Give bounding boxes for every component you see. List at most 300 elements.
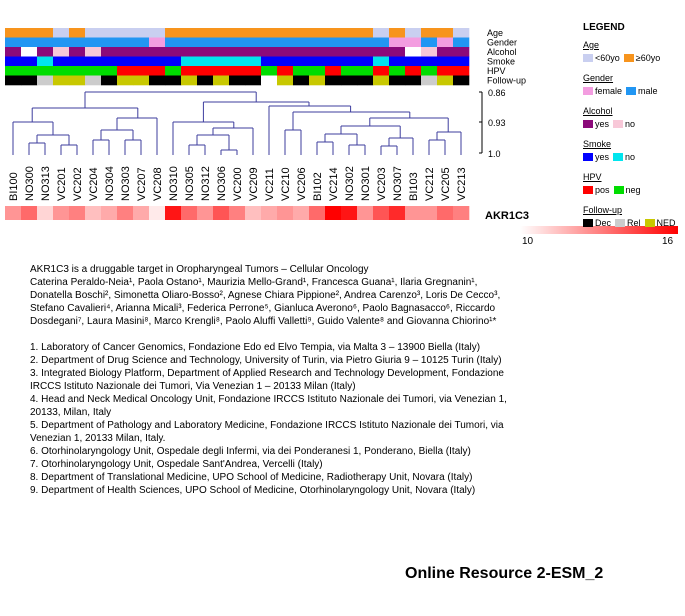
- affiliation: 3. Integrated Biology Platform, Department of Applied Research and Technology Development, Fondazione IRCCS Istituto Nazionale dei Tumori, Via Venezian 1 – 20133 Milan (Italy): [30, 368, 504, 392]
- legend-swatch: [583, 54, 593, 62]
- track-cell: [245, 38, 261, 48]
- track-cell: [389, 57, 405, 67]
- sample-label: NO303: [120, 166, 132, 201]
- track-cell: [357, 28, 373, 38]
- legend-item-label: Dec: [595, 217, 612, 228]
- track-cell: [309, 76, 325, 86]
- track-cell: [277, 47, 293, 57]
- track-cell: [453, 38, 469, 48]
- legend-group: [583, 73, 662, 96]
- track-cell: [85, 66, 101, 76]
- track-cell: [293, 47, 309, 57]
- expression-cell: [405, 206, 421, 220]
- sample-label: VC208: [152, 167, 164, 201]
- track-cell: [341, 38, 357, 48]
- sample-label: VC200: [232, 167, 244, 201]
- track-cell: [165, 47, 181, 57]
- track-cell: [21, 76, 37, 86]
- legend-swatch: [613, 153, 623, 161]
- scale-min-label: 10: [522, 236, 534, 247]
- legend-item-label: yes: [595, 151, 610, 162]
- sample-label: VC202: [72, 167, 84, 201]
- track-cell: [197, 38, 213, 48]
- track-cell: [309, 28, 325, 38]
- track-cell: [117, 66, 133, 76]
- expression-row: [5, 206, 469, 220]
- sample-label: NO307: [392, 166, 404, 201]
- legend-swatch: [624, 54, 634, 62]
- expression-cell: [341, 206, 357, 220]
- track-cell: [325, 57, 341, 67]
- affiliation: 1. Laboratory of Cancer Genomics, Fondazione Edo ed Elvo Tempia, via Malta 3 – 13900 Biella (Italy): [30, 342, 481, 353]
- track-cell: [37, 28, 53, 38]
- track-cell: [245, 66, 261, 76]
- legend-group-title: Gender: [583, 73, 614, 83]
- track-cell: [197, 57, 213, 67]
- expression-cell: [37, 206, 53, 220]
- track-cell: [245, 57, 261, 67]
- track-label: HPV: [487, 66, 506, 76]
- legend-swatch: [615, 219, 625, 227]
- legend-swatch: [613, 120, 623, 128]
- track-cell: [341, 47, 357, 57]
- track-cell: [37, 76, 53, 86]
- expression-cell: [53, 206, 69, 220]
- track-label: Age: [487, 28, 504, 38]
- legend-item-label: Rel: [627, 217, 641, 228]
- legend-item-label: no: [625, 151, 636, 162]
- track-cell: [293, 28, 309, 38]
- expression-cell: [117, 206, 133, 220]
- track-cell: [101, 57, 117, 67]
- legend-item-label: male: [638, 85, 658, 96]
- track-cell: [149, 76, 165, 86]
- legend-item-label: yes: [595, 118, 610, 129]
- track-cell: [293, 76, 309, 86]
- track-cell: [261, 28, 277, 38]
- legend-swatch: [583, 186, 593, 194]
- track-cell: [197, 28, 213, 38]
- track-cell: [261, 57, 277, 67]
- track-cell: [325, 38, 341, 48]
- track-cell: [437, 38, 453, 48]
- track-cell: [117, 76, 133, 86]
- affiliation: 6. Otorhinolaryngology Unit, Ospedale degli Infermi, via dei Ponderanesi 1, Ponderano, Biella (Italy): [30, 446, 471, 457]
- track-cell: [229, 76, 245, 86]
- track-cell: [373, 47, 389, 57]
- track-cell: [101, 28, 117, 38]
- track-cell: [309, 66, 325, 76]
- track-cell: [357, 38, 373, 48]
- legend-item-label: <60yo: [595, 52, 620, 63]
- track-cell: [453, 47, 469, 57]
- track-label: Alcohol: [487, 47, 517, 57]
- legend-swatch: [645, 219, 655, 227]
- track-cell: [405, 76, 421, 86]
- track-cell: [53, 47, 69, 57]
- track-cell: [213, 28, 229, 38]
- track-cell: [53, 38, 69, 48]
- caption: [30, 263, 510, 497]
- sample-label: BI103: [408, 172, 420, 201]
- track-cell: [405, 38, 421, 48]
- track-cell: [261, 66, 277, 76]
- legend-item-label: ≥60yo: [635, 52, 661, 63]
- track-cell: [69, 66, 85, 76]
- track-cell: [149, 57, 165, 67]
- track-cell: [453, 28, 469, 38]
- track-cell: [373, 66, 389, 76]
- track-cell: [293, 66, 309, 76]
- track-cell: [133, 76, 149, 86]
- legend-swatch: [614, 186, 624, 194]
- track-cell: [357, 57, 373, 67]
- legend-group: [583, 106, 639, 129]
- sample-label: VC211: [264, 168, 276, 201]
- track-cell: [277, 28, 293, 38]
- track-cell: [117, 38, 133, 48]
- track-cell: [5, 66, 21, 76]
- legend-item-label: NED: [656, 217, 676, 228]
- legend-item-label: neg: [625, 184, 641, 195]
- sample-label: NO312: [200, 166, 212, 201]
- affiliation: 9. Department of Health Sciences, UPO School of Medicine, Otorhinolaryngology Unit, Novara (Italy): [30, 485, 476, 496]
- legend-swatch: [583, 219, 593, 227]
- expression-cell: [389, 206, 405, 220]
- track-cell: [85, 76, 101, 86]
- track-cell: [341, 76, 357, 86]
- expression-cell: [213, 206, 229, 220]
- track-cell: [373, 76, 389, 86]
- track-cell: [229, 28, 245, 38]
- dendro-tick: 0.93: [488, 118, 506, 128]
- track-cell: [85, 38, 101, 48]
- expression-cell: [197, 206, 213, 220]
- track-cell: [117, 28, 133, 38]
- legend-item-label: no: [625, 118, 636, 129]
- expression-cell: [165, 206, 181, 220]
- track-cell: [309, 38, 325, 48]
- track-cell: [165, 28, 181, 38]
- expression-cell: [309, 206, 325, 220]
- expression-cell: [293, 206, 309, 220]
- expression-cell: [21, 206, 37, 220]
- track-cell: [21, 57, 37, 67]
- track-cell: [453, 57, 469, 67]
- legend-title: LEGEND: [583, 22, 625, 33]
- expression-cell: [453, 206, 469, 220]
- track-cell: [149, 66, 165, 76]
- track-cell: [389, 66, 405, 76]
- affiliation: 5. Department of Pathology and Laboratory Medicine, Fondazione IRCCS Istituto Nazionale dei Tumori, via Venezian 1, 20133 Milan, Italy.: [30, 420, 504, 444]
- expression-cell: [373, 206, 389, 220]
- dendrogram-axis: [479, 88, 506, 159]
- track-cell: [165, 76, 181, 86]
- legend-group-title: HPV: [583, 172, 602, 182]
- track-cell: [149, 38, 165, 48]
- expression-cell: [149, 206, 165, 220]
- track-cell: [357, 76, 373, 86]
- track-cell: [293, 38, 309, 48]
- sample-label: VC205: [440, 167, 452, 201]
- track-cell: [133, 28, 149, 38]
- track-cell: [21, 28, 37, 38]
- track-cell: [405, 66, 421, 76]
- sample-label: NO301: [360, 166, 372, 201]
- track-cell: [437, 76, 453, 86]
- track-cell: [165, 66, 181, 76]
- sample-label: VC210: [280, 167, 292, 201]
- track-cell: [69, 57, 85, 67]
- track-cell: [149, 47, 165, 57]
- track-cell: [437, 47, 453, 57]
- legend-group: [583, 40, 664, 63]
- track-cell: [325, 66, 341, 76]
- track-cell: [389, 76, 405, 86]
- track-cell: [21, 38, 37, 48]
- sample-label: VC212: [424, 167, 436, 201]
- footer-label: Online Resource 2-ESM_2: [405, 565, 604, 582]
- track-cell: [453, 76, 469, 86]
- legend-item-label: pos: [595, 184, 610, 195]
- track-cell: [197, 47, 213, 57]
- sample-label: NO313: [40, 166, 52, 201]
- track-cell: [197, 66, 213, 76]
- track-cell: [373, 57, 389, 67]
- track-cell: [405, 57, 421, 67]
- track-cell: [453, 66, 469, 76]
- legend-swatch: [583, 153, 593, 161]
- expression-cell: [325, 206, 341, 220]
- legend-item-label: female: [595, 85, 623, 96]
- track-cell: [133, 66, 149, 76]
- track-cell: [421, 57, 437, 67]
- track-cell: [181, 76, 197, 86]
- track-cell: [213, 66, 229, 76]
- legend-group-title: Age: [583, 40, 600, 50]
- expression-cell: [85, 206, 101, 220]
- track-cell: [277, 66, 293, 76]
- affiliation: 8. Department of Translational Medicine, UPO School of Medicine, Radiotherapy Unit, Novara (Italy): [30, 472, 473, 483]
- track-cell: [149, 28, 165, 38]
- track-cell: [181, 66, 197, 76]
- track-cell: [133, 57, 149, 67]
- track-cell: [277, 76, 293, 86]
- track-cell: [5, 76, 21, 86]
- track-cell: [277, 38, 293, 48]
- track-cell: [293, 57, 309, 67]
- track-cell: [101, 47, 117, 57]
- track-cell: [405, 47, 421, 57]
- expression-cell: [245, 206, 261, 220]
- legend-group: [583, 205, 680, 228]
- track-cell: [37, 38, 53, 48]
- expression-cell: [277, 206, 293, 220]
- track-cell: [421, 66, 437, 76]
- expression-cell: [421, 206, 437, 220]
- sample-label: VC206: [296, 167, 308, 201]
- expression-cell: [181, 206, 197, 220]
- track-cell: [229, 57, 245, 67]
- track-cell: [421, 38, 437, 48]
- legend-group: [583, 172, 645, 195]
- track-cell: [197, 76, 213, 86]
- track-cell: [325, 76, 341, 86]
- expression-cell: [229, 206, 245, 220]
- track-cell: [181, 38, 197, 48]
- legend-swatch: [626, 87, 636, 95]
- track-cell: [213, 57, 229, 67]
- author-list: Caterina Peraldo-Neia¹, Paola Ostano¹, Maurizia Mello-Grand¹, Francesca Guana¹, Ilaria Gregnanin¹, Donatella Boschi², Simonetta Oliaro-Bosso², Agnese Chiara Pippione², Andrea Carenzo³, Loris De Cecco³, Stefano Cavalieri⁴, Arianna Micali³, Federica Perrone⁵, Gianluca Averono⁶, Paolo Bagnasacco⁶, Riccardo Dosdegani⁷, Laura Masini⁸, Marco Krengli⁸, Paolo Aluffi Valletti⁹, Guido Valente⁸ and Giovanna Chiorino¹*: [30, 277, 501, 327]
- track-cell: [5, 28, 21, 38]
- legend-swatch: [583, 120, 593, 128]
- sample-label: VC201: [56, 167, 68, 201]
- track-cell: [5, 47, 21, 57]
- track-cell: [421, 28, 437, 38]
- track-cell: [229, 47, 245, 57]
- sample-label: NO310: [168, 166, 180, 201]
- track-cell: [37, 57, 53, 67]
- track-cell: [357, 47, 373, 57]
- track-cell: [373, 28, 389, 38]
- track-cell: [117, 57, 133, 67]
- expression-cell: [5, 206, 21, 220]
- track-cell: [85, 57, 101, 67]
- scale-max-label: 16: [662, 236, 674, 247]
- track-cell: [261, 38, 277, 48]
- expression-cell: [261, 206, 277, 220]
- track-cell: [101, 38, 117, 48]
- track-cell: [261, 76, 277, 86]
- track-cell: [85, 47, 101, 57]
- track-cell: [421, 76, 437, 86]
- sample-label: NO300: [24, 166, 36, 201]
- dendro-tick: 0.86: [488, 88, 506, 98]
- track-cell: [389, 38, 405, 48]
- track-cell: [437, 57, 453, 67]
- affiliation: 7. Otorhinolaryngology Unit, Ospedale Sant'Andrea, Vercelli (Italy): [30, 459, 323, 470]
- expression-cell: [357, 206, 373, 220]
- affiliations: [30, 341, 510, 497]
- track-cell: [357, 66, 373, 76]
- dendro-tick: 1.0: [488, 149, 501, 159]
- legend-swatch: [583, 87, 593, 95]
- track-cell: [53, 66, 69, 76]
- track-cell: [53, 57, 69, 67]
- sample-labels: [8, 166, 468, 201]
- track-cell: [261, 47, 277, 57]
- track-cell: [389, 47, 405, 57]
- track-cell: [213, 38, 229, 48]
- track-cell: [37, 66, 53, 76]
- legend-group-title: Follow-up: [583, 205, 623, 215]
- legend-group: [583, 139, 639, 162]
- track-cell: [421, 47, 437, 57]
- track-cell: [5, 57, 21, 67]
- sample-label: BI102: [312, 172, 324, 201]
- track-cell: [69, 28, 85, 38]
- track-cell: [325, 28, 341, 38]
- track-cell: [277, 57, 293, 67]
- track-cell: [325, 47, 341, 57]
- track-cell: [405, 28, 421, 38]
- track-cell: [389, 28, 405, 38]
- track-cell: [341, 28, 357, 38]
- expression-cell: [133, 206, 149, 220]
- track-cell: [213, 47, 229, 57]
- track-cell: [69, 76, 85, 86]
- track-cell: [437, 28, 453, 38]
- expression-cell: [437, 206, 453, 220]
- track-cell: [165, 38, 181, 48]
- track-labels: [487, 28, 526, 86]
- track-cell: [85, 28, 101, 38]
- track-cell: [245, 76, 261, 86]
- sample-label: BI100: [8, 172, 20, 201]
- sample-label: VC209: [248, 167, 260, 201]
- expression-cell: [69, 206, 85, 220]
- sample-label: VC203: [376, 167, 388, 201]
- track-cell: [37, 47, 53, 57]
- track-cell: [341, 66, 357, 76]
- track-cell: [53, 76, 69, 86]
- track-cell: [165, 57, 181, 67]
- track-cell: [101, 76, 117, 86]
- track-cell: [101, 66, 117, 76]
- legend-group-title: Alcohol: [583, 106, 613, 116]
- sample-label: VC213: [456, 167, 468, 201]
- track-cell: [133, 38, 149, 48]
- track-cell: [21, 66, 37, 76]
- expression-cell: [101, 206, 117, 220]
- sample-label: NO302: [344, 166, 356, 201]
- track-cell: [181, 28, 197, 38]
- paper-title: AKR1C3 is a druggable target in Oropharyngeal Tumors – Cellular Oncology: [30, 264, 369, 275]
- track-cell: [245, 28, 261, 38]
- sample-label: NO304: [104, 166, 116, 201]
- affiliation: 4. Head and Neck Medical Oncology Unit, Fondazione IRCCS Istituto Nazionale dei Tumori, via Venezian 1, 20133, Milan, Italy: [30, 394, 507, 418]
- track-cell: [373, 38, 389, 48]
- track-cell: [21, 47, 37, 57]
- track-cell: [117, 47, 133, 57]
- track-cell: [181, 47, 197, 57]
- sample-label: VC214: [328, 167, 340, 201]
- gene-label: AKR1C3: [485, 210, 530, 222]
- track-cell: [69, 47, 85, 57]
- track-cell: [133, 47, 149, 57]
- track-cell: [229, 66, 245, 76]
- track-cell: [53, 28, 69, 38]
- track-cell: [181, 57, 197, 67]
- track-cell: [229, 38, 245, 48]
- track-cell: [213, 76, 229, 86]
- track-cell: [341, 57, 357, 67]
- track-label: Gender: [487, 37, 518, 48]
- sample-label: NO305: [184, 166, 196, 201]
- track-label: Follow-up: [487, 75, 527, 86]
- sample-label: NO306: [216, 166, 228, 201]
- affiliation: 2. Department of Drug Science and Technology, University of Turin, via Pietro Giuria 9 – 10125 Turin (Italy): [30, 355, 502, 366]
- track-cell: [245, 47, 261, 57]
- dendrogram: [13, 92, 461, 155]
- annotation-tracks: [5, 28, 469, 85]
- track-cell: [437, 66, 453, 76]
- legend-group-title: Smoke: [583, 139, 612, 149]
- sample-label: VC207: [136, 167, 148, 201]
- track-label: Smoke: [487, 56, 516, 67]
- sample-label: VC204: [88, 167, 100, 201]
- track-cell: [69, 38, 85, 48]
